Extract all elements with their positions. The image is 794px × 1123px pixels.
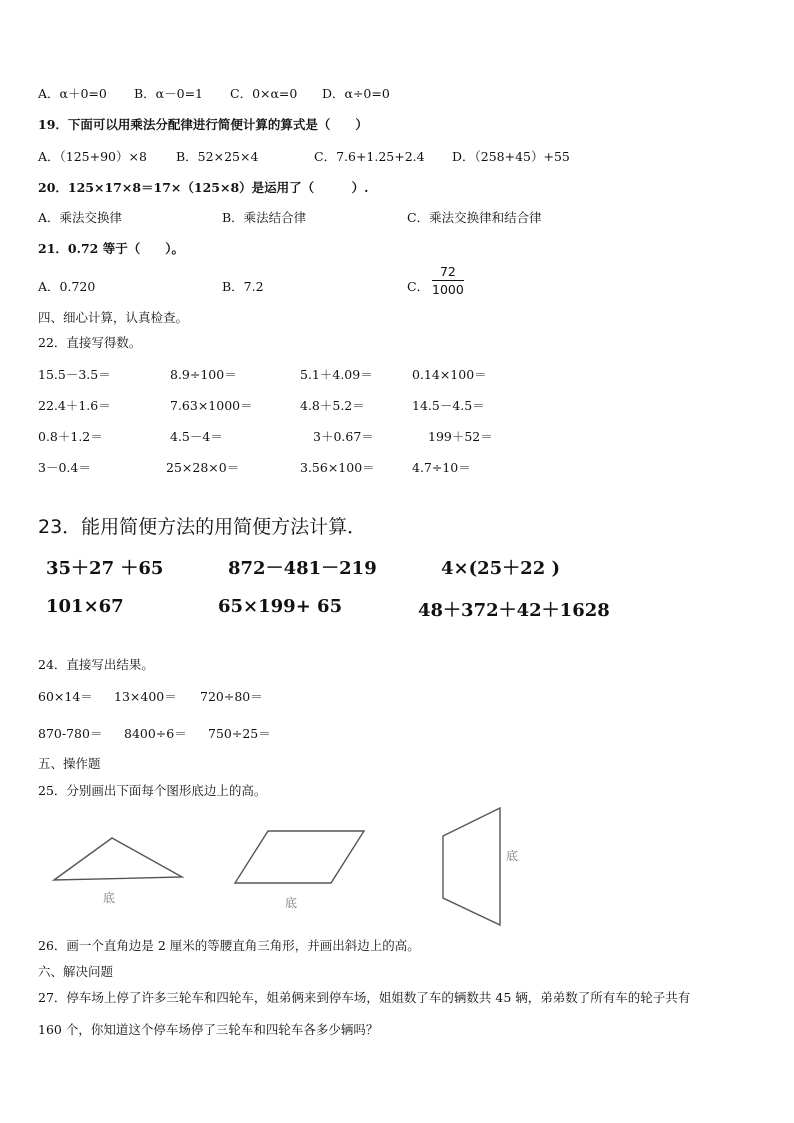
q22-item: 4.8＋5.2＝ xyxy=(300,398,365,413)
q19-option-d: D．（258+45）+55 xyxy=(452,149,570,164)
q22-item: 22.4＋1.6＝ xyxy=(38,398,111,413)
q26-question: 26．画一个直角边是 2 厘米的等腰直角三角形，并画出斜边上的高。 xyxy=(38,938,420,953)
q23-expression: 101×67 xyxy=(46,596,124,617)
q23-expression: 35＋27 ＋65 xyxy=(46,558,164,579)
q23-expression: 4×(25＋22 ) xyxy=(441,558,561,579)
q22-item: 15.5－3.5＝ xyxy=(38,367,111,382)
q22-item: 5.1＋4.09＝ xyxy=(300,367,373,382)
q22-item: 0.8＋1.2＝ xyxy=(38,429,103,444)
triangle-base-label: 底 xyxy=(103,891,116,905)
q21-fraction-numerator: 72 xyxy=(439,264,456,279)
section-6-heading: 六、解决问题 xyxy=(38,964,114,979)
q24-item: 13×400＝ xyxy=(114,689,177,704)
q27-line-2: 160 个，你知道这个停车场停了三轮车和四轮车各多少辆吗？ xyxy=(38,1022,379,1037)
q22-item: 4.7÷10＝ xyxy=(412,460,471,475)
q20-option-c: C．乘法交换律和结合律 xyxy=(407,210,542,225)
q22-item: 8.9÷100＝ xyxy=(170,367,237,382)
q20-option-a: A．乘法交换律 xyxy=(38,210,123,225)
q21-option-c: C． xyxy=(407,279,430,294)
section-5-heading: 五、操作题 xyxy=(38,756,101,771)
q24-title: 24．直接写出结果。 xyxy=(38,657,154,672)
q21-question: 21．0.72 等于（ ）。 xyxy=(38,241,184,256)
q21-fraction-denominator: 1000 xyxy=(432,282,464,297)
q22-item: 199＋52＝ xyxy=(428,429,493,444)
q19-option-b: B．52×25×4 xyxy=(176,149,259,164)
q18-option-d: D．α÷0=0 xyxy=(322,86,390,101)
q23-expression: 65×199+ 65 xyxy=(218,596,343,617)
q21-option-b: B．7.2 xyxy=(222,279,264,294)
trapezoid-shape xyxy=(443,808,500,925)
parallelogram-shape xyxy=(235,831,364,883)
q18-option-b: B．α－0=1 xyxy=(134,86,204,101)
q19-question: 19．下面可以用乘法分配律进行简便计算的算式是（ ） xyxy=(38,117,368,132)
q20-option-b: B．乘法结合律 xyxy=(222,210,307,225)
q19-option-c: C．7.6+1.25+2.4 xyxy=(314,149,425,164)
q22-item: 7.63×1000＝ xyxy=(170,398,253,413)
q24-item: 8400÷6＝ xyxy=(124,726,187,741)
q22-item: 3.56×100＝ xyxy=(300,460,375,475)
q19-option-a: A．（125+90）×8 xyxy=(38,149,147,164)
q23-expression: 48＋372＋42＋1628 xyxy=(418,600,610,621)
q22-item: 25×28×0＝ xyxy=(166,460,240,475)
q22-item: 0.14×100＝ xyxy=(412,367,487,382)
q18-option-c: C．0×α=0 xyxy=(230,86,298,101)
q23-title: 23．能用简便方法的用简便方法计算． xyxy=(38,516,367,538)
triangle-shape xyxy=(54,838,182,880)
q22-item: 14.5－4.5＝ xyxy=(412,398,485,413)
q22-item: 3－0.4＝ xyxy=(38,460,91,475)
q24-item: 750÷25＝ xyxy=(208,726,271,741)
q27-line-1: 27．停车场上停了许多三轮车和四轮车，姐弟俩来到停车场，姐姐数了车的辆数共 45 辆，弟弟数了所有车的轮子共有 xyxy=(38,990,691,1005)
trapezoid-base-label: 底 xyxy=(506,849,519,863)
q24-item: 720÷80＝ xyxy=(200,689,263,704)
q22-item: 4.5－4＝ xyxy=(170,429,223,444)
q25-title: 25．分别画出下面每个图形底边上的高。 xyxy=(38,783,267,798)
q23-expression: 872－481－219 xyxy=(228,558,377,579)
q24-item: 60×14＝ xyxy=(38,689,93,704)
q21-option-a: A．0.720 xyxy=(38,279,96,294)
q22-title: 22．直接写得数。 xyxy=(38,335,142,350)
q20-question: 20．125×17×8＝17×（125×8）是运用了（ ）. xyxy=(38,180,369,195)
q18-option-a: A．α＋0=0 xyxy=(38,86,107,101)
q22-item: 3＋0.67＝ xyxy=(313,429,374,444)
section-4-heading: 四、细心计算，认真检查。 xyxy=(38,310,189,325)
parallelogram-base-label: 底 xyxy=(285,896,298,910)
q24-item: 870-780＝ xyxy=(38,726,103,741)
